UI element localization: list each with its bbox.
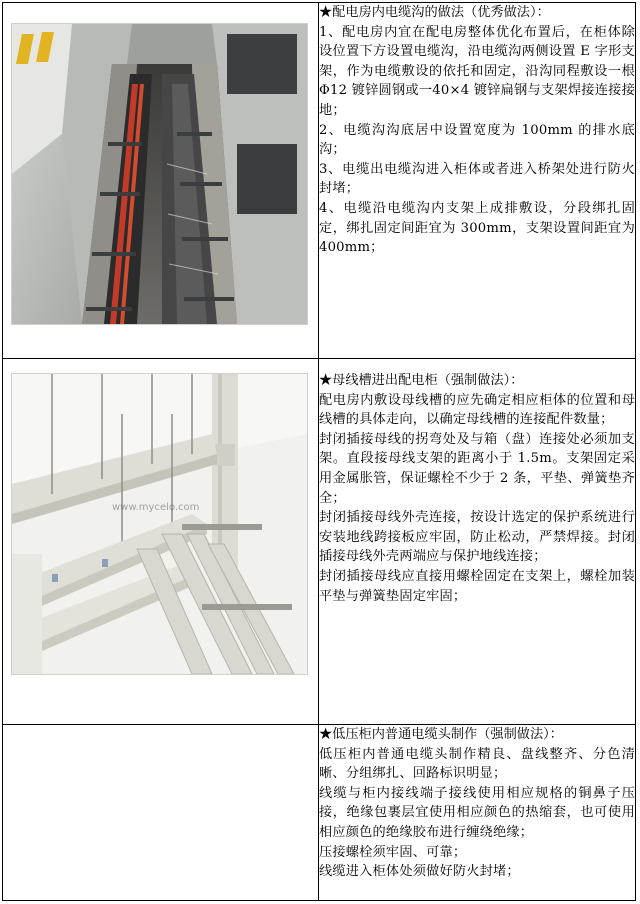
paragraph: 压接螺栓须牢固、可靠； (319, 844, 467, 860)
table-row (3, 725, 636, 901)
text-cell (319, 359, 636, 725)
paragraph: 配电房内敷设母线槽的应先确定相应柜体的位置和母线槽的具体走向，以确定母线槽的连接配件数量； (319, 392, 635, 428)
cable-trench-photo (11, 23, 308, 325)
paragraph: 低压柜内普通电缆头制作精良、盘线整齐、分色清晰、分组绑扎、回路标识明显； (319, 746, 635, 782)
section-heading: ★低压柜内普通电缆头制作（强制做法）： (319, 727, 563, 742)
image-cell (3, 359, 319, 725)
paragraph: 封闭插接母线应直接用螺栓固定在支架上，螺栓加装平垫与弹簧垫固定牢固； (319, 568, 635, 604)
paragraph: 1、配电房内宜在配电房整体优化布置后，在柜体除设位置下方设置电缆沟，沿电缆沟两侧设置 E 字形支架，作为电缆敷设的依托和固定，沿沟同程敷设一根 Φ12 镀锌圆钢或一40×4 镀锌扁钢与支架焊接连接接地； (319, 24, 635, 118)
text-cell (319, 3, 636, 359)
paragraph: 封闭插接母线外壳连接，按设计选定的保护系统进行安装地线跨接板应牢固，防止松动，严禁焊接。封闭插接母线外壳两端应与保护地线连接； (319, 510, 635, 565)
busway-photo (11, 373, 308, 675)
section-heading: ★母线槽进出配电柜（强制做法）： (319, 373, 524, 388)
paragraph: 3、电缆出电缆沟进入柜体或者进入桥架处进行防火封堵； (319, 161, 635, 197)
paragraph: 4、电缆沿电缆沟内支架上成排敷设，分段绑扎固定，绑扎固定间距宜为 300mm，支架设置间距宜为 400mm； (319, 200, 635, 256)
image-cell (3, 725, 319, 901)
paragraph: 线缆与柜内接线端子接线使用相应规格的铜鼻子压接，绝缘包裹层宜使用相应颜色的热缩套，也可使用相应颜色的绝缘胶布进行缠绕绝缘； (319, 785, 635, 840)
paragraph: 线缆进入柜体处须做好防火封堵； (319, 864, 520, 880)
document-table (2, 2, 636, 901)
watermark-text: www.mycelo.com (112, 502, 200, 513)
section-heading: ★配电房内电缆沟的做法（优秀做法）： (319, 5, 550, 20)
image-cell (3, 3, 319, 359)
paragraph: 封闭插接母线的拐弯处及与箱（盘）连接处必须加支架。直段接母线支架的距离小于 1.5m。支架固定采用金属胀管，保证螺栓不少于 2 条，平垫、弹簧垫齐全； (319, 431, 635, 506)
table-row (3, 3, 636, 359)
paragraph: 2、电缆沟沟底居中设置宽度为 100mm 的排水底沟； (319, 122, 635, 158)
table-row (3, 359, 636, 725)
text-cell (319, 725, 636, 901)
